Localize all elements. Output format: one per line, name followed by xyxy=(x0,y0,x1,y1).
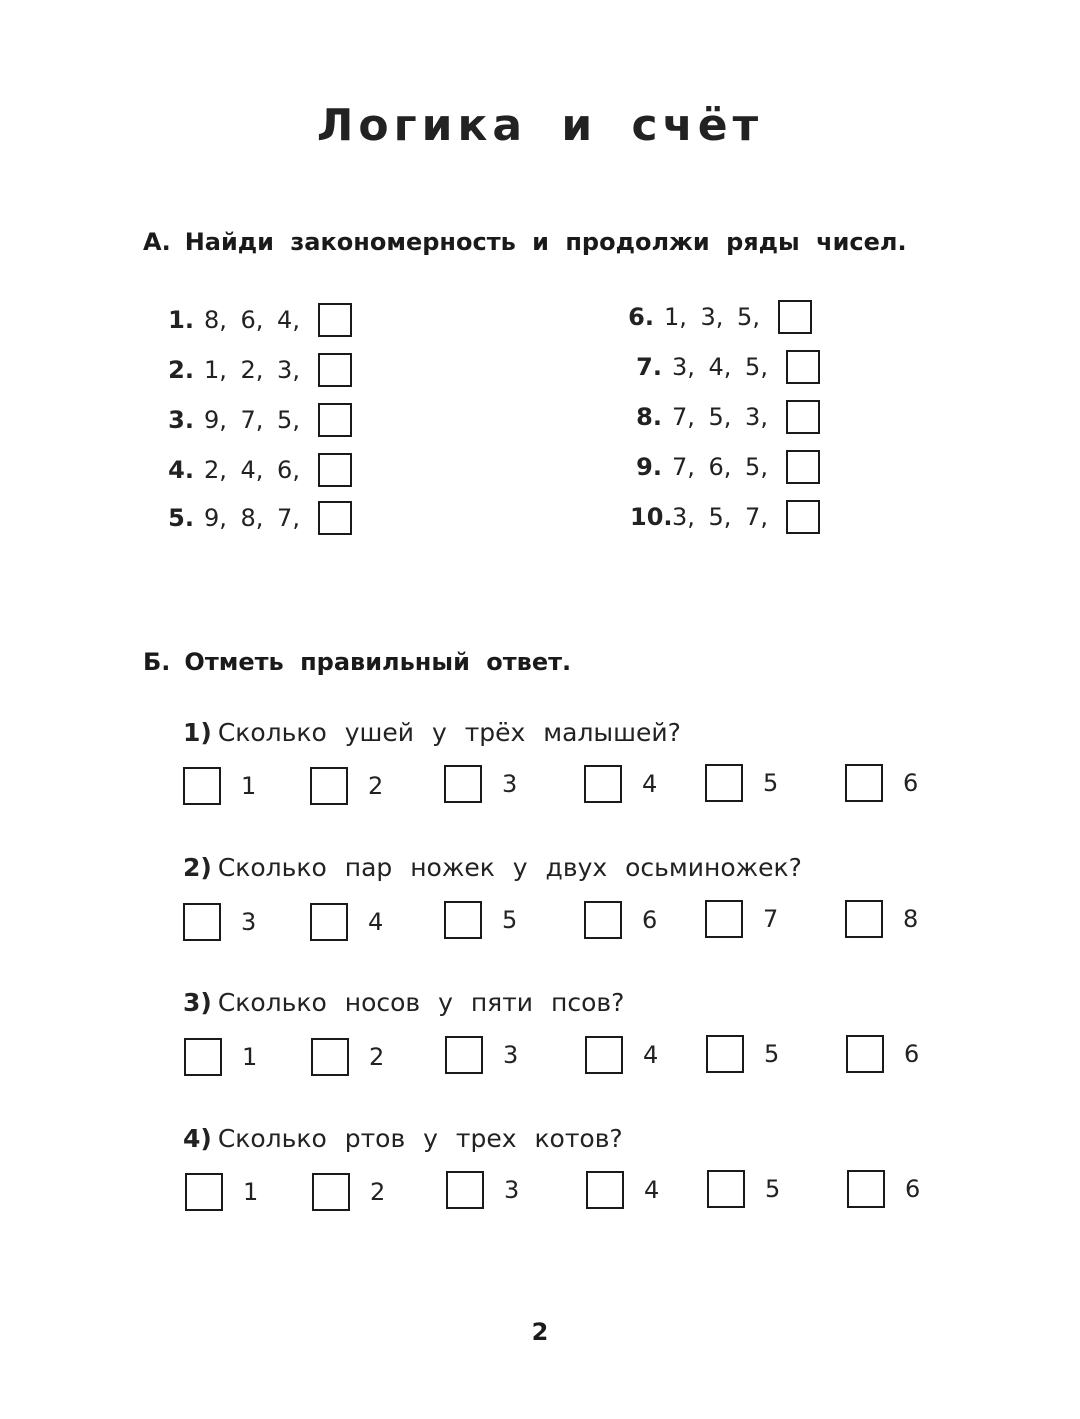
option-label: 6 xyxy=(905,1175,921,1203)
option-label: 6 xyxy=(903,769,919,797)
checkbox[interactable] xyxy=(584,901,622,939)
sequence-number: 2. xyxy=(168,356,194,384)
answer-option[interactable] xyxy=(846,1035,919,1073)
checkbox[interactable] xyxy=(705,900,743,938)
answer-option[interactable] xyxy=(705,900,778,938)
question-number: 4) xyxy=(183,1124,212,1153)
answer-option[interactable] xyxy=(845,764,918,802)
sequence-item-8 xyxy=(630,397,820,437)
answer-box-5[interactable] xyxy=(318,501,352,535)
checkbox[interactable] xyxy=(845,900,883,938)
sequence-values: 1, 2, 3, xyxy=(204,356,300,384)
answer-option[interactable] xyxy=(705,764,778,802)
option-label: 6 xyxy=(642,906,658,934)
question-number: 1) xyxy=(183,718,212,747)
question-text: Сколько ртов у трех котов? xyxy=(217,1124,623,1153)
checkbox[interactable] xyxy=(184,1038,222,1076)
sequence-item-6 xyxy=(622,297,812,337)
sequence-values: 9, 8, 7, xyxy=(204,504,300,532)
answer-option[interactable] xyxy=(310,903,383,941)
sequence-values: 8, 6, 4, xyxy=(204,306,300,334)
checkbox[interactable] xyxy=(444,765,482,803)
question-number: 2) xyxy=(183,853,212,882)
option-label: 5 xyxy=(763,769,779,797)
answer-option[interactable] xyxy=(444,765,517,803)
checkbox[interactable] xyxy=(707,1170,745,1208)
question-text: Сколько носов у пяти псов? xyxy=(217,988,625,1017)
option-label: 2 xyxy=(369,1043,385,1071)
sequence-values: 1, 3, 5, xyxy=(664,303,760,331)
page-number: 2 xyxy=(531,1318,549,1346)
answer-option[interactable] xyxy=(312,1173,385,1211)
answer-option[interactable] xyxy=(446,1171,519,1209)
option-label: 7 xyxy=(763,905,779,933)
section-b-instruction: Отметь правильный ответ. xyxy=(184,648,572,676)
checkbox[interactable] xyxy=(183,903,221,941)
sequence-number: 8. xyxy=(636,403,662,431)
answer-option[interactable] xyxy=(185,1173,258,1211)
checkbox[interactable] xyxy=(585,1036,623,1074)
option-label: 2 xyxy=(368,772,384,800)
section-a-title xyxy=(143,228,907,256)
answer-option[interactable] xyxy=(584,901,657,939)
checkbox[interactable] xyxy=(847,1170,885,1208)
answer-option[interactable] xyxy=(183,767,256,805)
checkbox[interactable] xyxy=(185,1173,223,1211)
checkbox[interactable] xyxy=(310,903,348,941)
option-label: 3 xyxy=(241,908,257,936)
answer-option[interactable] xyxy=(184,1038,257,1076)
section-b-letter: Б. xyxy=(143,648,171,676)
sequence-number: 3. xyxy=(168,406,194,434)
answer-box-6[interactable] xyxy=(778,300,812,334)
sequence-item-9 xyxy=(630,447,820,487)
section-b-title xyxy=(143,648,571,676)
answer-option[interactable] xyxy=(183,903,256,941)
question-text: Сколько пар ножек у двух осьминожек? xyxy=(217,853,802,882)
answer-box-3[interactable] xyxy=(318,403,352,437)
question-1 xyxy=(183,718,681,747)
checkbox[interactable] xyxy=(310,767,348,805)
sequence-values: 3, 5, 7, xyxy=(672,503,768,531)
answer-option[interactable] xyxy=(845,900,918,938)
answer-box-7[interactable] xyxy=(786,350,820,384)
answer-option[interactable] xyxy=(706,1035,779,1073)
checkbox[interactable] xyxy=(311,1038,349,1076)
question-2 xyxy=(183,853,802,882)
sequence-number: 5. xyxy=(168,504,194,532)
answer-box-10[interactable] xyxy=(786,500,820,534)
sequence-item-5 xyxy=(168,498,352,538)
question-number: 3) xyxy=(183,988,212,1017)
option-label: 5 xyxy=(502,906,518,934)
option-label: 5 xyxy=(764,1040,780,1068)
answer-option[interactable] xyxy=(585,1036,658,1074)
sequence-item-7 xyxy=(630,347,820,387)
sequence-number: 4. xyxy=(168,456,194,484)
sequence-values: 7, 5, 3, xyxy=(672,403,768,431)
checkbox[interactable] xyxy=(846,1035,884,1073)
answer-option[interactable] xyxy=(586,1171,659,1209)
checkbox[interactable] xyxy=(706,1035,744,1073)
sequence-values: 7, 6, 5, xyxy=(672,453,768,481)
checkbox[interactable] xyxy=(586,1171,624,1209)
checkbox[interactable] xyxy=(444,901,482,939)
checkbox[interactable] xyxy=(183,767,221,805)
question-text: Сколько ушей у трёх малышей? xyxy=(217,718,681,747)
option-label: 4 xyxy=(368,908,384,936)
answer-box-1[interactable] xyxy=(318,303,352,337)
sequence-number: 7. xyxy=(636,353,662,381)
option-label: 3 xyxy=(503,1041,519,1069)
sequence-number: 10. xyxy=(630,503,673,531)
option-label: 4 xyxy=(642,770,658,798)
sequence-item-3 xyxy=(168,400,352,440)
checkbox[interactable] xyxy=(584,765,622,803)
answer-box-9[interactable] xyxy=(786,450,820,484)
answer-option[interactable] xyxy=(584,765,657,803)
option-label: 1 xyxy=(243,1178,259,1206)
option-label: 2 xyxy=(370,1178,386,1206)
option-label: 3 xyxy=(502,770,518,798)
answer-box-4[interactable] xyxy=(318,453,352,487)
answer-option[interactable] xyxy=(707,1170,780,1208)
sequence-item-4 xyxy=(168,450,352,490)
checkbox[interactable] xyxy=(446,1171,484,1209)
sequence-number: 6. xyxy=(628,303,654,331)
sequence-values: 2, 4, 6, xyxy=(204,456,300,484)
answer-box-8[interactable] xyxy=(786,400,820,434)
section-a-letter: А. xyxy=(143,228,171,256)
sequence-item-2 xyxy=(168,350,352,390)
option-label: 4 xyxy=(644,1176,660,1204)
answer-option[interactable] xyxy=(847,1170,920,1208)
option-label: 1 xyxy=(241,772,257,800)
sequence-values: 3, 4, 5, xyxy=(672,353,768,381)
page-title: Логика и счёт xyxy=(316,100,764,151)
checkbox[interactable] xyxy=(845,764,883,802)
option-label: 1 xyxy=(242,1043,258,1071)
answer-option[interactable] xyxy=(444,901,517,939)
sequence-item-1 xyxy=(168,300,352,340)
option-label: 4 xyxy=(643,1041,659,1069)
sequence-values: 9, 7, 5, xyxy=(204,406,300,434)
checkbox[interactable] xyxy=(705,764,743,802)
option-label: 8 xyxy=(903,905,919,933)
option-label: 6 xyxy=(904,1040,920,1068)
answer-option[interactable] xyxy=(311,1038,384,1076)
option-label: 5 xyxy=(765,1175,781,1203)
section-a-instruction: Найди закономерность и продолжи ряды чисел. xyxy=(184,228,907,256)
checkbox[interactable] xyxy=(312,1173,350,1211)
question-4 xyxy=(183,1124,623,1153)
sequence-number: 1. xyxy=(168,306,194,334)
sequence-item-10 xyxy=(630,497,820,537)
answer-option[interactable] xyxy=(445,1036,518,1074)
checkbox[interactable] xyxy=(445,1036,483,1074)
question-3 xyxy=(183,988,624,1017)
sequence-number: 9. xyxy=(636,453,662,481)
option-label: 3 xyxy=(504,1176,520,1204)
answer-option[interactable] xyxy=(310,767,383,805)
answer-box-2[interactable] xyxy=(318,353,352,387)
